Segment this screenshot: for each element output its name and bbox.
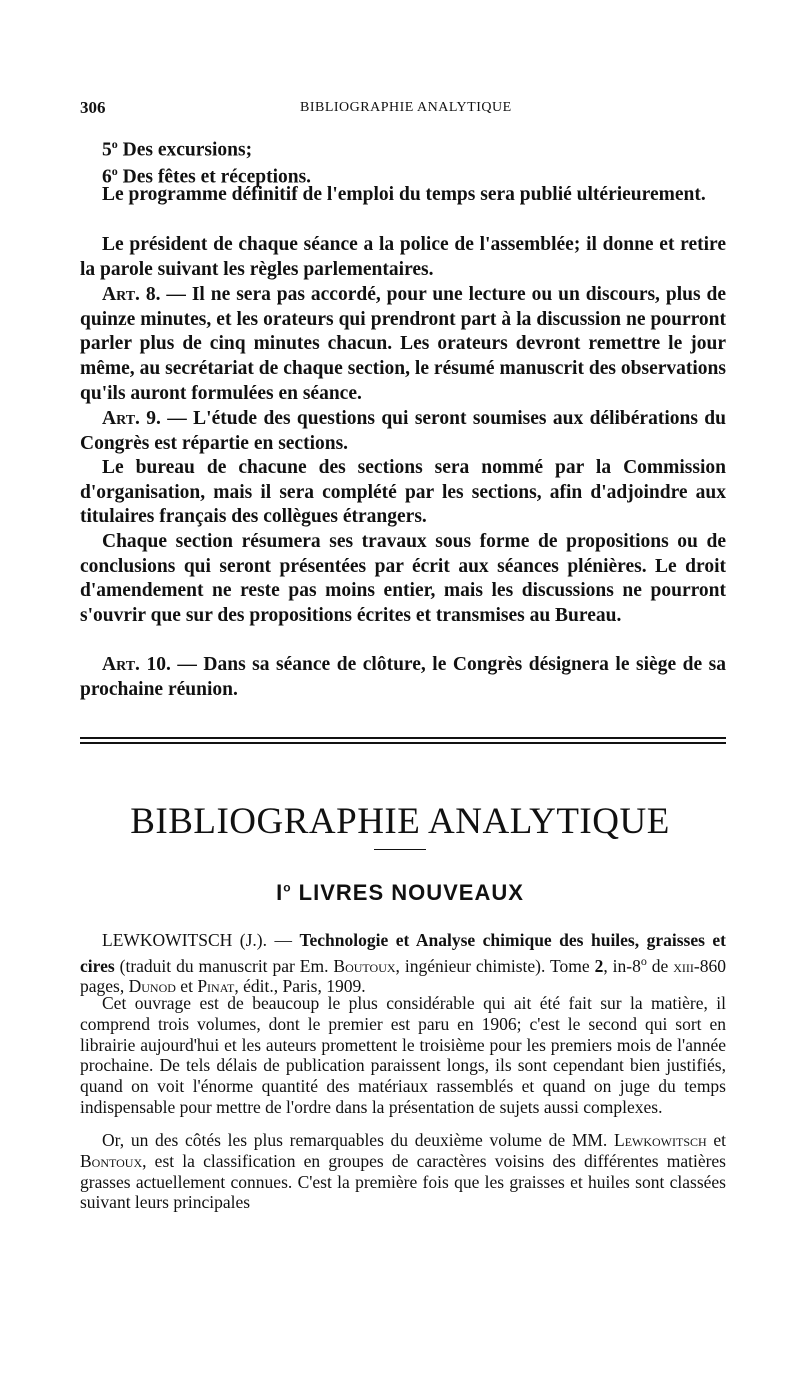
- article-9-text: — L'étude des questions qui seront soumises aux délibérations du Congrès est répartie en sections.: [80, 408, 726, 454]
- title-underline: [374, 849, 426, 850]
- review-author-name-1: Lewkowitsch: [614, 1130, 707, 1150]
- review-translator-role: , ingénieur chimiste). Tome: [395, 955, 590, 976]
- review-and: et: [706, 1130, 726, 1150]
- double-rule-top: [80, 737, 726, 739]
- section-title: BIBLIOGRAPHIE ANALYTIQUE: [130, 801, 670, 842]
- article-10-text: — Dans sa séance de clôture, le Congrès désignera le siège de sa prochaine réunion.: [80, 654, 726, 700]
- review-pages-word: pages,: [80, 976, 125, 997]
- article-8-text: — Il ne sera pas accordé, pour une lecture ou un discours, plus de quinze minutes, et les orateurs qui prendront part à la discussion ne pourront parler plus de cinq minutes chacun. Les orateurs devront remettre le jour même, au secrétariat de chaque section, le résumé manuscrit des observations qu'ils auront formulées en séance.: [80, 284, 726, 404]
- paragraph-bureau: Le bureau de chacune des sections sera nommé par la Commission d'organisation, mais il sera complété par les sections, afin d'adjoindre aux titulaires français des collègues étrangers.: [80, 457, 726, 528]
- page-number: 306: [80, 98, 106, 117]
- review-dash: —: [274, 930, 292, 950]
- review-publisher-2: Pinat: [197, 976, 235, 997]
- review-publisher-tail: , édit., Paris, 1909.: [234, 976, 366, 997]
- review-paragraph-2-end: , est la classification en groupes de caractères voisins des différentes matières grasses actuellement connues. C'est la première fois que les graisses et huiles sont classées suivant leurs principales: [80, 1150, 726, 1213]
- review-book-title: Technologie et Analyse chimique des huiles, graisses et cires: [80, 930, 727, 976]
- review-citation: LEWKOWITSCH (J.). — Technologie et Analyse chimique des huiles, graisses et cires (traduit du manuscrit par Em. Boutoux, ingénieur chimiste). Tome 2, in-8$^o$ de xiii-860 pages, Dunod et Pinat, édit., Paris, 1909.: [80, 930, 727, 997]
- review-paragraph-2: [80, 1130, 726, 1213]
- page-header: [80, 98, 726, 120]
- list-item-5-text: Des excursions;: [122, 139, 253, 161]
- list-item-6: 6$^o$ Des fêtes et réceptions.: [102, 164, 312, 188]
- review-tome: 2: [594, 955, 604, 976]
- review-publisher-1: Dunod: [128, 976, 176, 997]
- section-subtitle-text: LIVRES NOUVEAUX: [298, 880, 524, 905]
- review-translator-name: Boutoux: [333, 955, 396, 976]
- section-subtitle: $I^o$ LIVRES NOUVEAUX: [276, 880, 524, 905]
- running-title: BIBLIOGRAPHIE ANALYTIQUE: [300, 100, 512, 115]
- paragraph-programme: Le programme définitif de l'emploi du temps sera publié ultérieurement.: [102, 184, 706, 205]
- review-paragraph-2-start: Or, un des côtés les plus remarquables du deuxième volume de MM.: [102, 1130, 608, 1150]
- list-item-6-text: Des fêtes et réceptions.: [122, 166, 312, 188]
- review-pages: xiii-860: [673, 955, 726, 976]
- paragraph-president: Le président de chaque séance a la police de l'assemblée; il donne et retire la parole suivant les règles parlementaires.: [80, 234, 726, 280]
- double-rule-bottom: [80, 742, 726, 744]
- article-8: [80, 283, 726, 407]
- article-10-label: Art. 10.: [102, 654, 171, 675]
- list-item-5: 5$^o$ Des excursions;: [102, 137, 253, 161]
- review-publisher-and: et: [175, 976, 198, 997]
- review-format-de: de: [646, 955, 669, 976]
- article-8-label: Art. 8.: [102, 284, 161, 305]
- article-9: [80, 407, 726, 456]
- article-10: [80, 653, 726, 702]
- review-translator: (traduit du manuscrit par Em.: [119, 955, 329, 976]
- paragraph-chaque-section: Chaque section résumera ses travaux sous forme de propositions ou de conclusions qui seront présentées par écrit aux séances plénières. Le droit d'amendement ne reste pas moins entier, mais les discussions ne pourront s'ouvrir que sur des propositions écrites et transmises au Bureau.: [80, 531, 726, 627]
- review-author-name-2: Bontoux: [80, 1150, 143, 1171]
- article-9-label: Art. 9.: [102, 408, 161, 429]
- review-author: LEWKOWITSCH (J.).: [102, 930, 267, 950]
- review-paragraph-1: Cet ouvrage est de beaucoup le plus considérable qui ait été fait sur la matière, il comprend trois volumes, dont le premier est paru en 1906; c'est le second qui sort en librairie aujourd'hui et les auteurs promettent le troisième pour les premiers mois de l'année prochaine. De tels délais de publication paraissent longs, ils sont cependant bien justifiés, quand on voit l'énorme quantité des matériaux rassemblés et quand on juge du temps indispensable pour mettre de l'ordre dans la présentation de sujets aussi complexes.: [80, 993, 726, 1117]
- review-format: , in-8: [603, 955, 641, 976]
